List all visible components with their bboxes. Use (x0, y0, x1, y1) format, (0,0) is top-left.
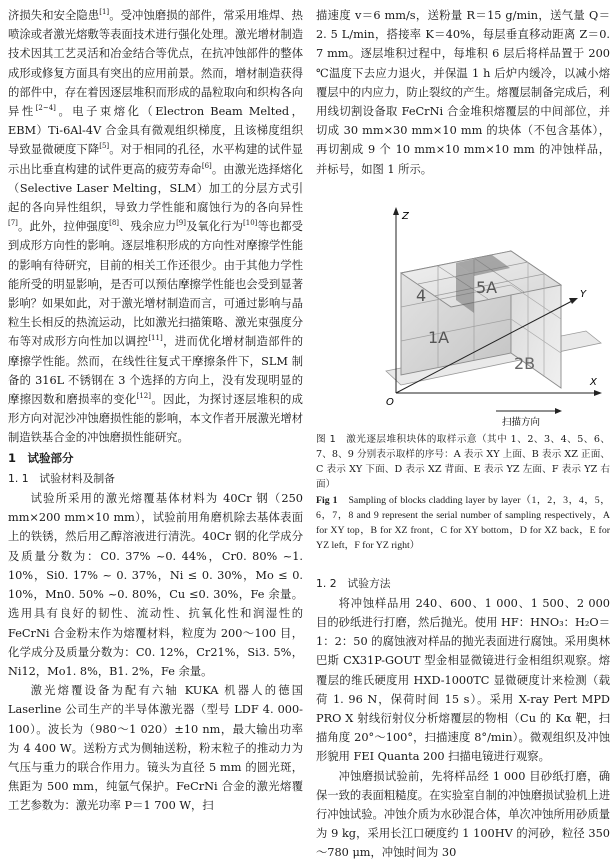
citation[interactable]: [9] (176, 219, 186, 228)
axis-z-label: Z (402, 210, 409, 222)
scan-direction-label: 扫描方向 (502, 416, 541, 428)
figure-caption-cn: 图 1 激光逐层堆积块体的取样示意（其中 1、2、3、4、5、6、7、8、9 分别表示取样的序号：A 表示 XY 上面、B 表示 XZ 正面、C 表示 XY 下面、D 表示 XZ 背面、E 表示 YZ 左面、F 表示 YZ 右面） (316, 433, 610, 491)
left-column (8, 6, 303, 816)
citation[interactable]: [12] (136, 392, 151, 401)
section-heading: 1 试验部分 (8, 450, 74, 465)
citation[interactable]: [2~4] (35, 104, 56, 113)
origin-label: O (386, 396, 394, 408)
cube-label-5a: 5A (476, 277, 498, 297)
figure-caption-en: Fig 1 Sampling of blocks cladding layer by layer（1，2，3，4，5，6，7，8 and 9 represent the serial number of sampling respectively，A for XY top，B for XZ front，C for XY bottom，D for XZ back，E for YZ left，F for YZ right） (316, 494, 611, 551)
citation[interactable]: [1] (99, 8, 110, 17)
citation[interactable]: [5] (99, 142, 110, 151)
subsection-heading: 1. 1 试验材料及制备 (8, 471, 115, 485)
right-paragraph-3: 冲蚀磨损试验前，先将样品经 1 000 目砂纸打磨，确保一致的表面粗糙度。在实验室自制的冲蚀磨损试验机上进行冲蚀试验。冲蚀介质为水砂混合体，单次冲蚀所用砂质量为 9 kg，采用长江口硬度约 1 100HV 的河砂，粒径 350～780 μm，冲蚀时间为 30 (316, 769, 610, 860)
citation[interactable]: [10] (243, 219, 258, 228)
axis-y-label: Y (580, 288, 587, 300)
right-paragraph-2: 将冲蚀样品用 240、600、1 000、1 500、2 000 目的砂纸进行打磨，然后抛光。使用 HF：HNO₃：H₂O＝1：2：50 的腐蚀液对样品的抛光表面进行腐蚀。采用奥林巴斯 CX31P-GOUT 型金相显微镜进行金相组织观察。熔覆层的维氏硬度用 HXD-1000TC 显微硬度计来检测（载荷 1. 96 N，保荷时间 15 s）。采用 X-ray Pert MPD PRO X 射线衍射仪分析熔覆层的物相（Cu 的 Kα 靶，扫描角度 20°～100°，扫描速度 8°/min）。微观组织及冲蚀形貌用 FEI Quanta 200 扫描电镜进行观察。 (316, 596, 610, 764)
cube-label-1a: 1A (428, 327, 450, 347)
citation[interactable]: [7] (8, 219, 18, 228)
sampling-diagram (316, 193, 610, 428)
citation[interactable]: [8] (109, 219, 120, 228)
subsection-heading: 1. 2 试验方法 (316, 576, 391, 590)
right-column (316, 6, 610, 863)
right-paragraph-1: 描速度 v＝6 mm/s，送粉量 R＝15 g/min，送气量 Q＝2. 5 L/min，搭接率 K＝40%，每层垂直移动距离 Z＝0. 7 mm。逐层堆积过程中，每堆积 6 层后将样品置于 200 ℃温度下去应力退火，并保温 1 h 后炉内缓冷，以减小熔覆层中的内应力，防止裂纹的产生。熔覆层制备完成后，利用线切割设备取 FeCrNi 合金堆积熔覆层的中间部位，并切成 30 mm×30 mm×10 mm 的块体（不包含基体），再切割成 9 个 10 mm×10 mm×10 mm 的冲蚀样品，并标号，如图 1 所示。 (316, 9, 610, 176)
cube-label-4: 4 (416, 285, 427, 305)
left-paragraph-1: 济损失和安全隐患[1]。受冲蚀磨损的部件，常采用堆焊、热喷涂或者激光熔敷等表面技术进行强化处理。激光增材制造技术因其工艺灵活和冶金结合等优点，在抗冲蚀部件的整体成形或修复方面具有突出的应用前景。然而，增材制造获得的部件中，存在着因逐层堆积而形成的晶粒取向和织构各向异性[2~4]。电子束熔化（Electron Beam Melted，EBM）Ti-6Al-4V 合金具有微观组织梯度，且该梯度组织导致显微硬度下降[5]。对于相同的孔径，水平构建的试件显示出比垂直构建的试件更高的疲劳寿命[6]。由激光选择熔化（Selective Laser Melting，SLM）加工的分层方式引起的各向异性组织，导致力学性能和腐蚀行为的各向异性[7]。此外，拉伸强度[8]、残余应力[9]及氧化行为[10]等也都受到成形方向性的影响。逐层堆积形成的方向性对摩擦学性能的影响有待研究，目前的相关工作还很少。由于其他力学性能所受的明显影响，是否可以预估摩擦学性能也会受到显著影响？如果如此，对于激光增材制造而言，可通过影响与晶粒生长相反的热流运动，比如激光扫描策略、激光束强度分布等对成形方向性加以调控[11]，进而优化增材制造部件的摩擦学性能。然而，在线性往复式干摩擦条件下，SLM 制备的 316L 不锈钢在 3 个选择的方向上，没有发现明显的摩擦因数和磨损率的变化[12]。因此，为探讨逐层堆积的成形方向对泥沙冲蚀磨损性能的影响，本文作者开展激光增材制造铁基合金的冲蚀磨损性能研究。 (8, 8, 303, 445)
citation[interactable]: [11] (148, 334, 163, 343)
left-paragraph-2: 试验所采用的激光熔覆基体材料为 40Cr 钢（250 mm×200 mm×10 mm），试验前用角磨机除去基体表面上的铁锈，然后用乙醇溶液进行清洗。40Cr 钢的化学成分及质量分数为：C0. 37% ~0. 44%，Cr0. 80% ~1. 10%，Si0. 17% ~ 0. 37%，Ni ≤ 0. 30%，Mo ≤ 0. 10%，Mn0. 50% ~0. 80%，Cu ≤0. 30%，Fe 余量。选用具有良好的韧性、流动性、抗氧化性和润湿性的 FeCrNi 合金粉末作为熔覆材料，粒度为 200～100 目，化学成分及质量分数为：C0. 12%，Cr21%，Si3. 5%，Ni12，Mo1. 8%，B1. 2%，Fe 余量。 (8, 492, 303, 678)
left-paragraph-3: 激光熔覆设备为配有六轴 KUKA 机器人的德国 Laserline 公司生产的半导体激光器（型号 LDF 4. 000-100）。波长为（980～1 020）±10 nm，最大输出功率为 4 400 W。送粉方式为侧轴送粉，粉末粒子的推动力为气压与重力的联合作用力。镜头为直径 5 mm 的圆光斑，焦距为 500 mm，纯氩气保护。FeCrNi 合金的激光熔覆工艺参数为：激光功率 P＝1 700 W，扫 (8, 684, 303, 813)
citation[interactable]: [6] (201, 161, 212, 170)
axis-x-label: X (590, 376, 597, 388)
cube-label-2b: 2B (514, 353, 536, 373)
figure-1 (316, 193, 610, 428)
